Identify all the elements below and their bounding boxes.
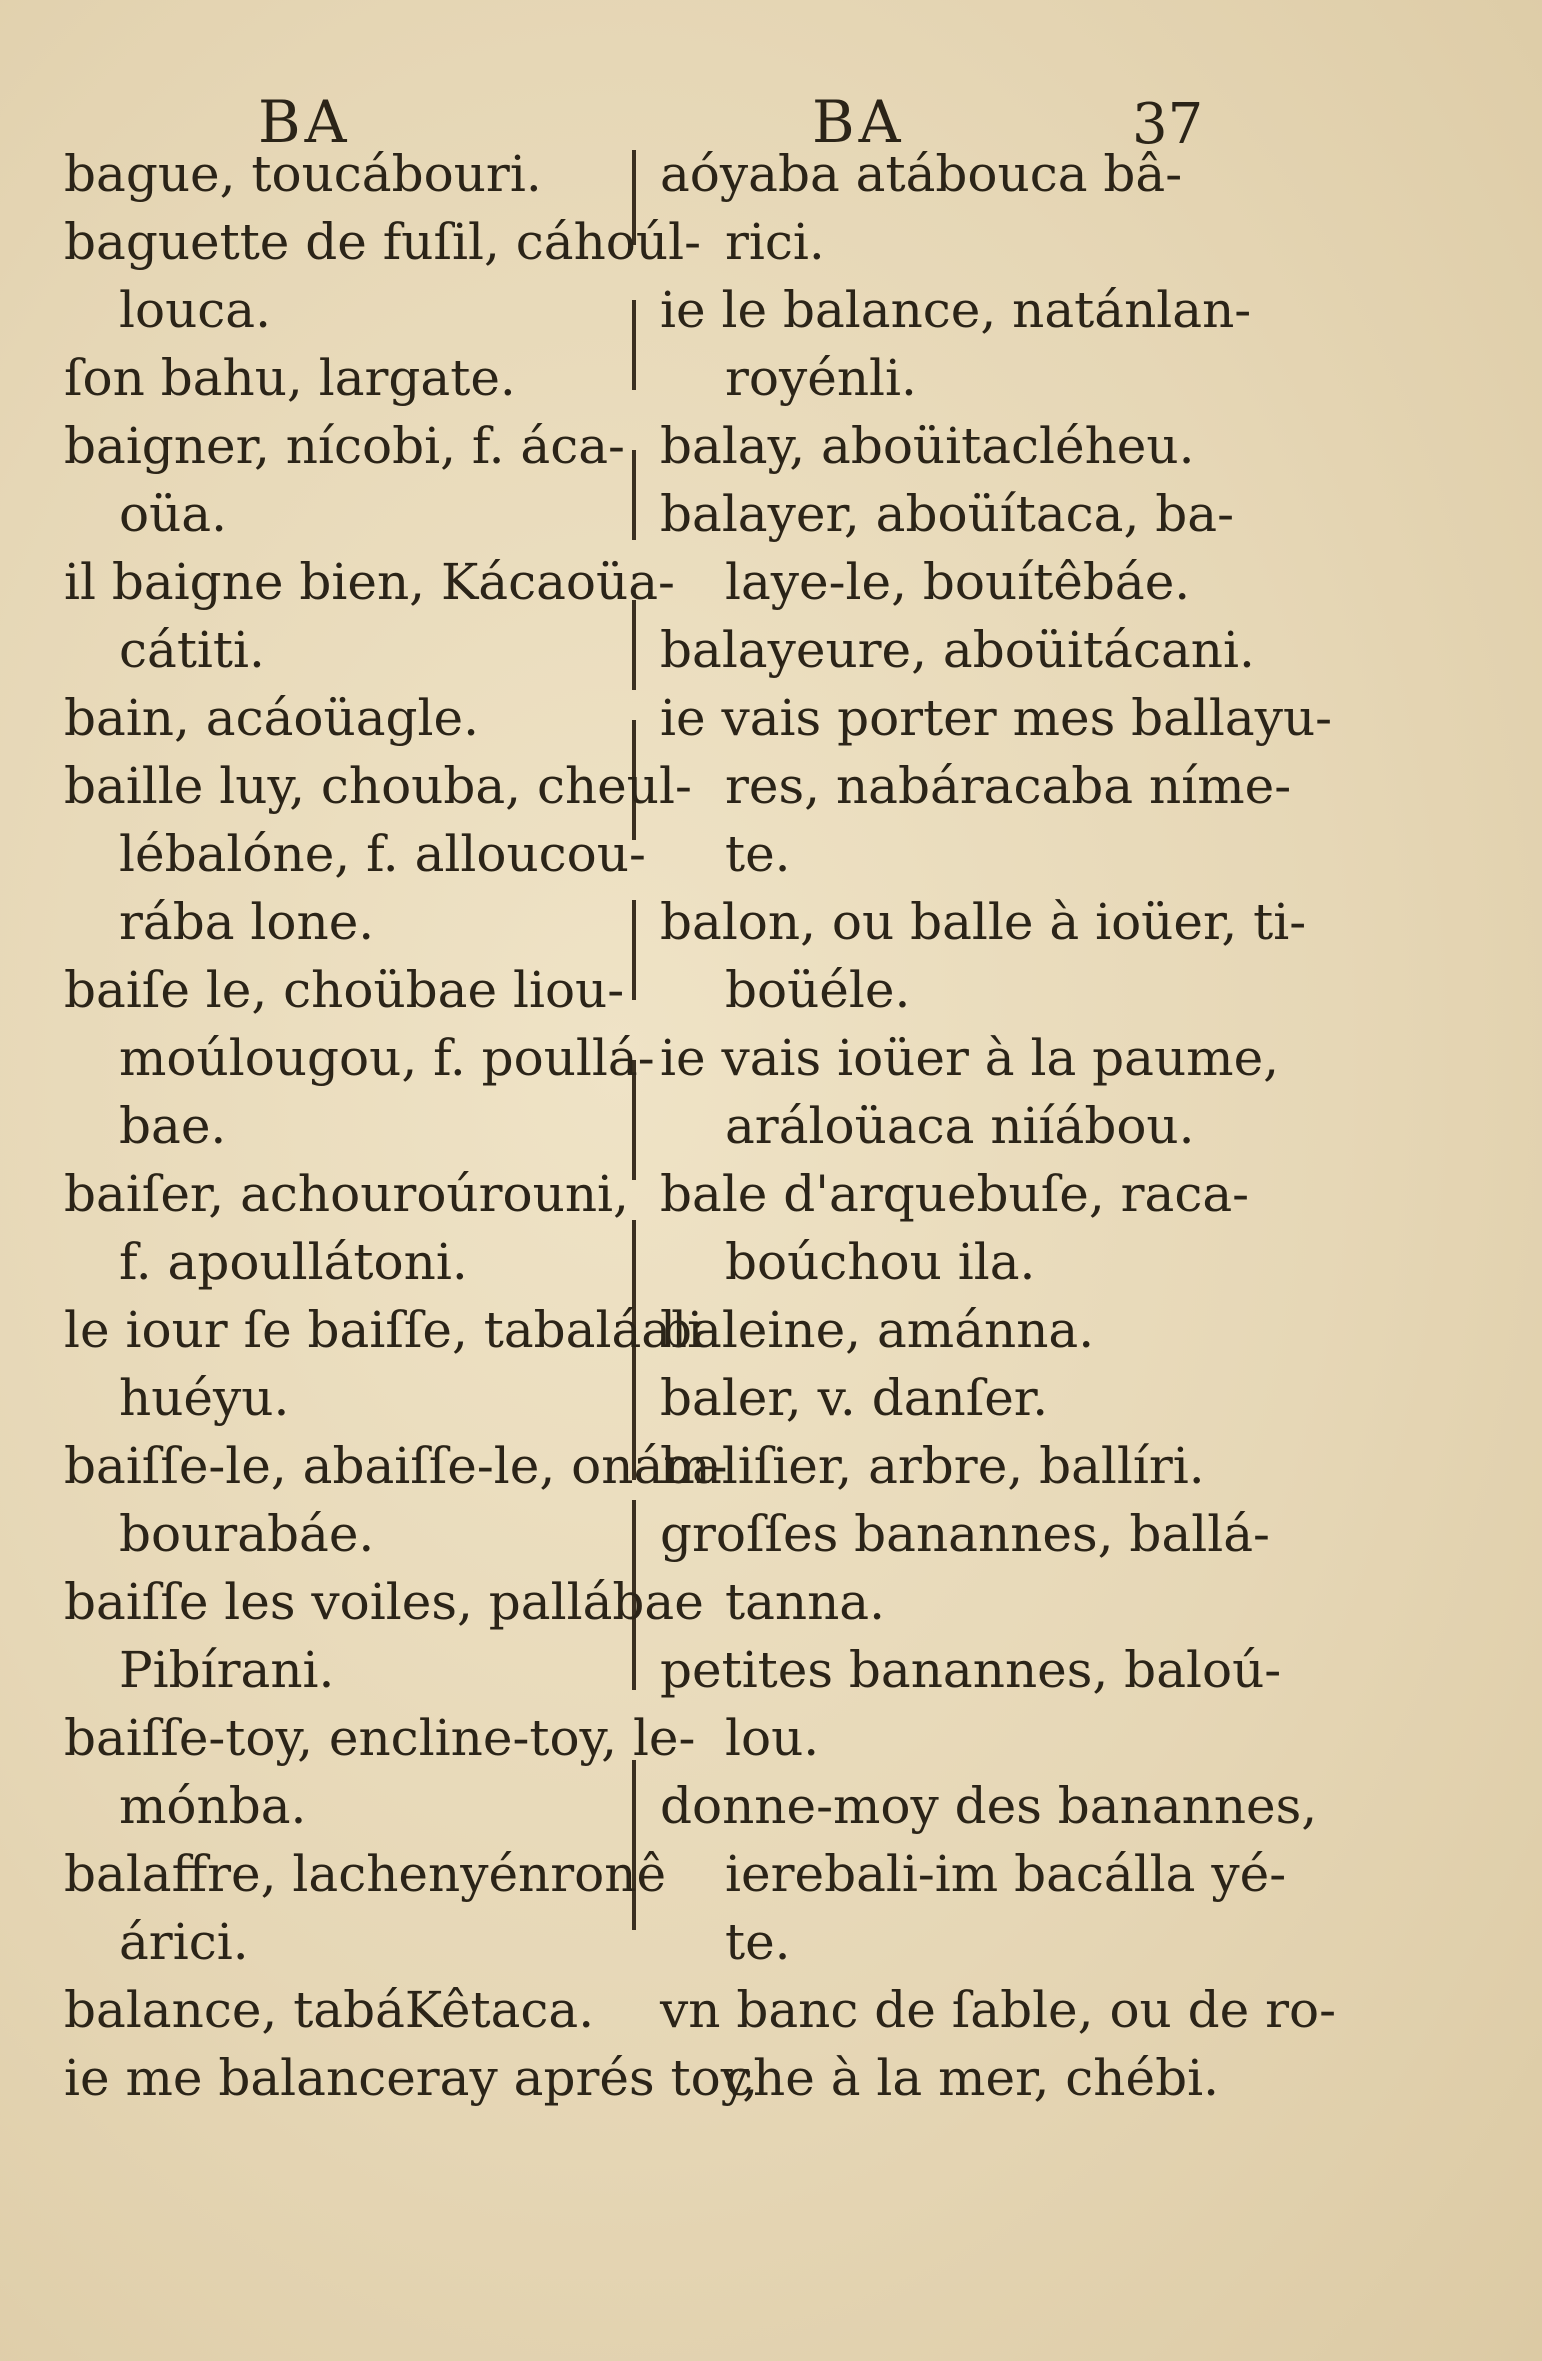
right-column [660, 140, 1337, 2112]
entry-line: vn banc de ſable, ou de ro- [660, 1981, 1337, 2039]
entry-line: groſſes banannes, ballá- [660, 1505, 1270, 1563]
left-column [64, 140, 759, 2112]
dictionary-entry [64, 1976, 639, 2044]
dictionary-entry [660, 1500, 1270, 1636]
entry-line: te. [725, 1913, 791, 1971]
entry-line: huéyu. [119, 1369, 290, 1427]
entry-line: balay, aboüitacléheu. [660, 417, 1195, 475]
dictionary-entry [64, 412, 639, 548]
running-head-left: BA [258, 88, 351, 156]
entry-line: rici. [725, 213, 825, 271]
entry-line: balayeure, aboüitácani. [660, 621, 1255, 679]
dictionary-entry [660, 1024, 1280, 1160]
dictionary-entry [64, 548, 675, 684]
dictionary-entry [64, 2044, 759, 2112]
entry-line: aóyaba atábouca bâ- [660, 145, 1183, 203]
entry-line: boúchou ila. [725, 1233, 1036, 1291]
entry-line: bourabáe. [119, 1505, 375, 1563]
dictionary-entry [64, 956, 655, 1160]
entry-line: louca. [119, 281, 272, 339]
entry-line: res, nabáracaba níme- [725, 757, 1292, 815]
entry-line: te. [725, 825, 791, 883]
entry-line: baigner, nícobi, f. áca- [64, 417, 625, 475]
dictionary-entry [660, 412, 1235, 480]
entry-line: mónba. [119, 1777, 307, 1835]
dictionary-entry [660, 616, 1255, 684]
entry-line: bae. [119, 1097, 227, 1155]
entry-line: baliſier, arbre, ballíri. [660, 1437, 1205, 1495]
entry-line: donne-moy des banannes, [660, 1777, 1318, 1835]
entry-line: rába lone. [119, 893, 375, 951]
entry-line: balance, tabáKêtaca. [64, 1981, 595, 2039]
entry-line: f. apoullátoni. [119, 1233, 468, 1291]
dictionary-entry [64, 1840, 667, 1976]
entry-line: bale d'arquebuſe, raca- [660, 1165, 1250, 1223]
entry-line: Pibírani. [119, 1641, 335, 1699]
entry-line: bain, acáoüagle. [64, 689, 480, 747]
entry-line: ie le balance, natánlan- [660, 281, 1252, 339]
dictionary-entry [660, 140, 1235, 276]
entry-line: lou. [725, 1709, 820, 1767]
dictionary-entry [660, 1364, 1235, 1432]
dictionary-entry [660, 1160, 1250, 1296]
dictionary-entry [660, 480, 1235, 616]
dictionary-entry [64, 1160, 639, 1296]
entry-line: il baigne bien, Kácaoüa- [64, 553, 675, 611]
entry-line: baiſer, achouroúrouni, [64, 1165, 629, 1223]
dictionary-entry [64, 1568, 704, 1704]
entry-line: tanna. [725, 1573, 886, 1631]
dictionary-entry [64, 344, 639, 412]
dictionary-entry [660, 1976, 1337, 2112]
entry-line: laye-le, bouítêbáe. [725, 553, 1191, 611]
entry-line: ie vais ioüer à la paume, [660, 1029, 1280, 1087]
dictionary-entry [64, 684, 639, 752]
entry-line: baiſſe-toy, encline-toy, le- [64, 1709, 696, 1767]
page-number: 37 [1132, 92, 1204, 157]
entry-line: árici. [119, 1913, 249, 1971]
entry-line: boüéle. [725, 961, 911, 1019]
entry-line: baiſſe-le, abaiſſe-le, onám- [64, 1437, 728, 1495]
dictionary-entry [660, 276, 1252, 412]
dictionary-entry [660, 1636, 1282, 1772]
dictionary-entry [660, 1432, 1235, 1500]
dictionary-entry [64, 752, 692, 956]
entry-line: bague, toucábouri. [64, 145, 542, 203]
entry-line: ierebali-im bacálla yé- [725, 1845, 1287, 1903]
dictionary-entry [660, 684, 1333, 888]
dictionary-entry [64, 1296, 704, 1432]
dictionary-entry [64, 1704, 696, 1840]
entry-line: baiſſe les voiles, pallábae [64, 1573, 704, 1631]
entry-line: moúlougou, f. poullá- [119, 1029, 655, 1087]
entry-line: baleine, amánna. [660, 1301, 1095, 1359]
entry-line: baguette de fuſil, cáhoúl- [64, 213, 701, 271]
entry-line: baiſe le, choübae liou- [64, 961, 625, 1019]
entry-line: che à la mer, chébi. [725, 2049, 1219, 2107]
entry-line: oüa. [119, 485, 228, 543]
entry-line: aráloüaca niíábou. [725, 1097, 1195, 1155]
dictionary-entry [64, 208, 701, 344]
dictionary-entry [660, 888, 1307, 1024]
entry-line: balon, ou balle à ioüer, ti- [660, 893, 1307, 951]
entry-line: baille luy, chouba, cheul- [64, 757, 692, 815]
running-head-right: BA [812, 88, 905, 156]
entry-line: lébalóne, f. alloucou- [119, 825, 646, 883]
entry-line: petites banannes, baloú- [660, 1641, 1282, 1699]
entry-line: royénli. [725, 349, 917, 407]
entry-line: cátiti. [119, 621, 265, 679]
dictionary-entry [660, 1772, 1318, 1976]
entry-line: balaffre, lachenyénronê [64, 1845, 667, 1903]
entry-line: baler, v. danſer. [660, 1369, 1049, 1427]
entry-line: ſon bahu, largate. [64, 349, 516, 407]
dictionary-entry [64, 1432, 728, 1568]
entry-line: ie vais porter mes ballayu- [660, 689, 1333, 747]
entry-line: ie me balanceray aprés toy, [64, 2049, 759, 2107]
entry-line: balayer, aboüítaca, ba- [660, 485, 1234, 543]
entry-line: le iour ſe baiſſe, tabaláali [64, 1301, 704, 1359]
dictionary-entry [660, 1296, 1235, 1364]
dictionary-entry [64, 140, 639, 208]
